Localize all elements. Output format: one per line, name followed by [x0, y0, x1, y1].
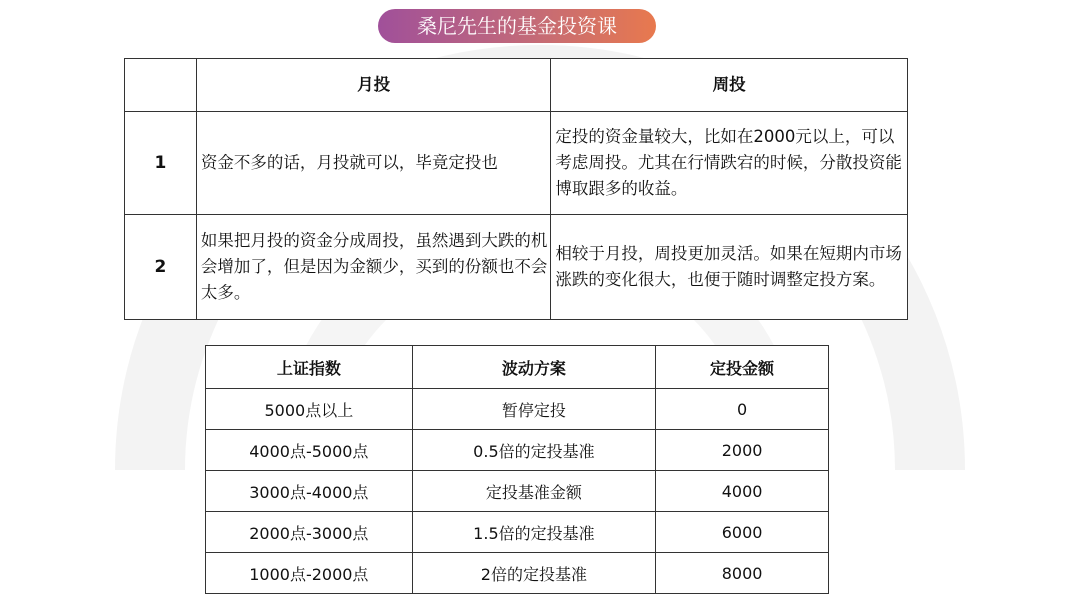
- header-index: [125, 59, 197, 112]
- amount-cell: 2000: [656, 430, 829, 471]
- weekly-cell: 相较于月投，周投更加灵活。如果在短期内市场涨跌的变化很大，也便于随时调整定投方案。: [551, 215, 908, 320]
- plan-cell: 2倍的定投基准: [412, 553, 655, 594]
- index-range-cell: 3000点-4000点: [206, 471, 413, 512]
- header-plan: 波动方案: [412, 346, 655, 389]
- table-row: [206, 389, 829, 430]
- header-weekly: 周投: [551, 59, 908, 112]
- table-row: [206, 553, 829, 594]
- row-number: 2: [125, 215, 197, 320]
- table-row: [125, 215, 908, 320]
- investment-plan-table: [205, 345, 829, 594]
- table-row: [206, 430, 829, 471]
- plan-cell: 定投基准金额: [412, 471, 655, 512]
- amount-cell: 4000: [656, 471, 829, 512]
- plan-cell: 暂停定投: [412, 389, 655, 430]
- header-monthly: 月投: [196, 59, 551, 112]
- amount-cell: 6000: [656, 512, 829, 553]
- table-header-row: [125, 59, 908, 112]
- row-number: 1: [125, 112, 197, 215]
- table-header-row: [206, 346, 829, 389]
- monthly-cell: 资金不多的话，月投就可以，毕竟定投也: [196, 112, 551, 215]
- plan-cell: 1.5倍的定投基准: [412, 512, 655, 553]
- weekly-cell: 定投的资金量较大，比如在2000元以上，可以考虑周投。尤其在行情跌宕的时候，分散投资能博取跟多的收益。: [551, 112, 908, 215]
- index-range-cell: 1000点-2000点: [206, 553, 413, 594]
- index-range-cell: 4000点-5000点: [206, 430, 413, 471]
- table-row: [125, 112, 908, 215]
- monthly-cell: 如果把月投的资金分成周投，虽然遇到大跌的机会增加了，但是因为金额少，买到的份额也不会太多。: [196, 215, 551, 320]
- index-range-cell: 5000点以上: [206, 389, 413, 430]
- table-row: [206, 471, 829, 512]
- amount-cell: 8000: [656, 553, 829, 594]
- monthly-vs-weekly-table: [124, 58, 908, 320]
- header-amount: 定投金额: [656, 346, 829, 389]
- amount-cell: 0: [656, 389, 829, 430]
- index-range-cell: 2000点-3000点: [206, 512, 413, 553]
- plan-cell: 0.5倍的定投基准: [412, 430, 655, 471]
- header-index-level: 上证指数: [206, 346, 413, 389]
- page-title: 桑尼先生的基金投资课: [378, 9, 656, 43]
- table-row: [206, 512, 829, 553]
